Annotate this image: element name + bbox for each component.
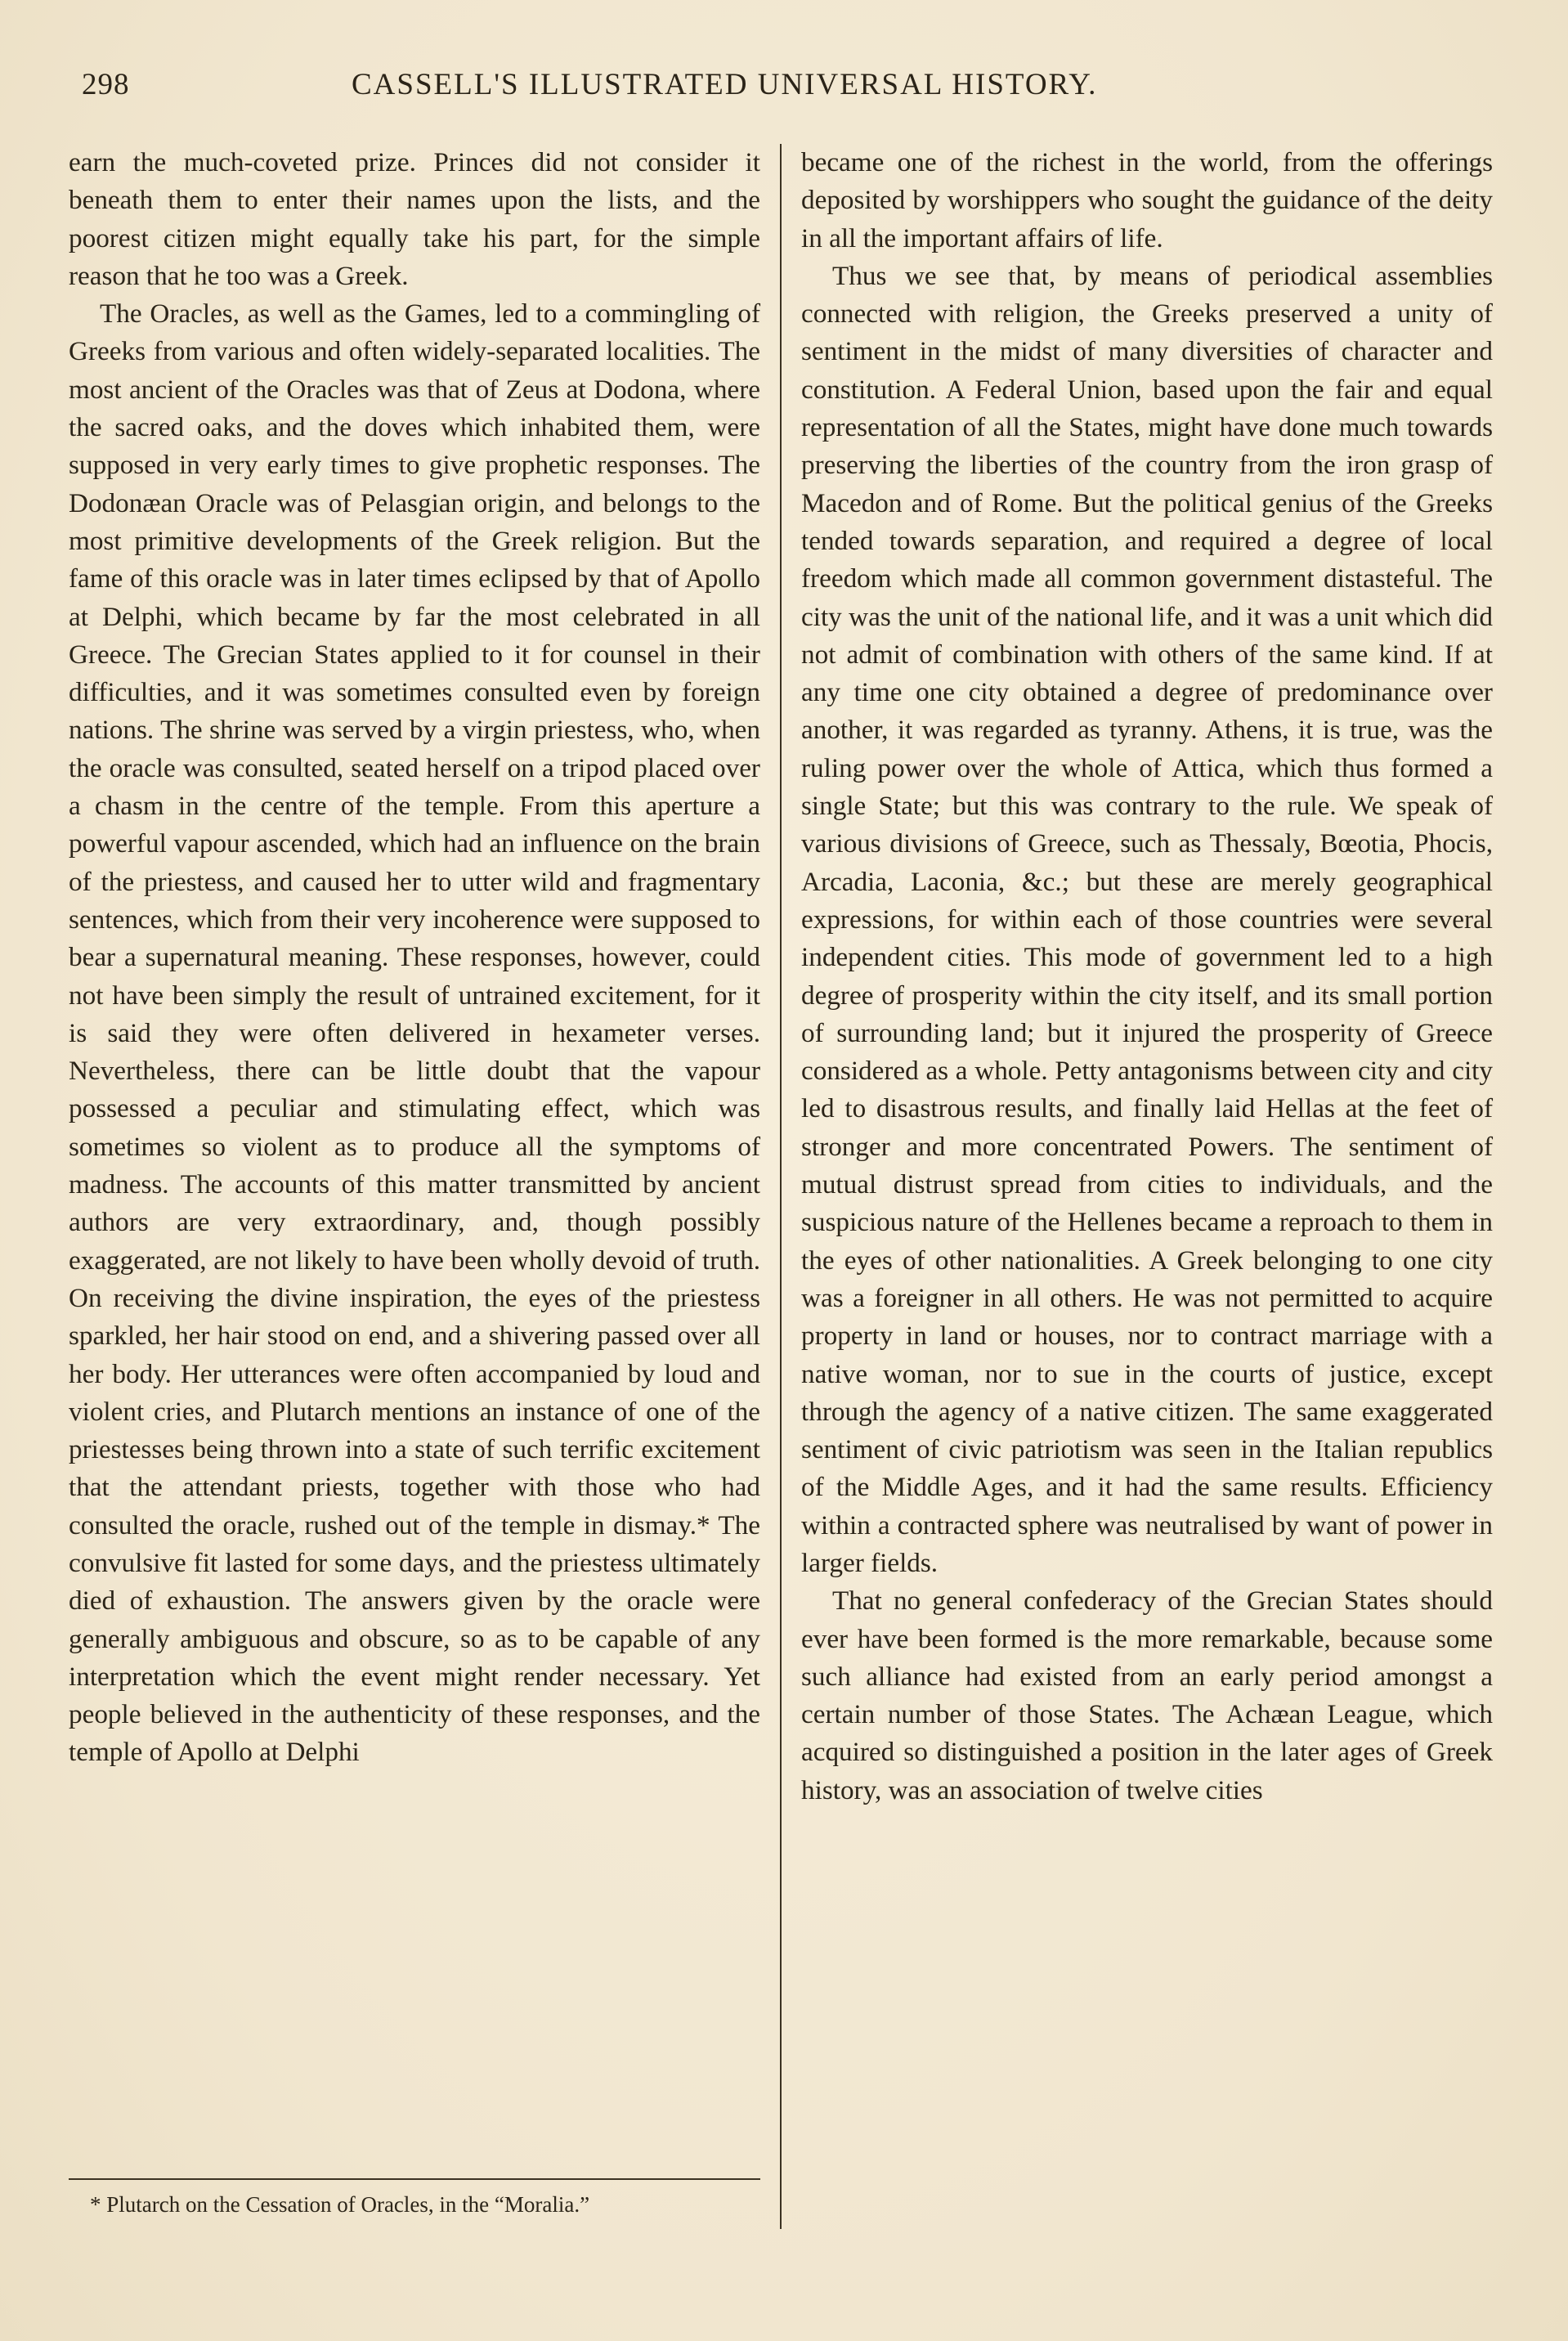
left-column <box>69 144 760 1772</box>
column-divider <box>780 144 782 2229</box>
page-header <box>82 67 1504 116</box>
right-column <box>801 144 1493 1810</box>
paragraph: Thus we see that, by means of periodical assemblies connected with religion, the Greeks preserved a unity of sentiment in the midst of many diversities of character and constitution. A Federal Union, based upon the fair and equal representation of all the States, might have done much towards preserving the liberties of the country from the iron grasp of Macedon and of Rome. But the political genius of the Greeks tended towards separation, and required a degree of local freedom which made all common government distasteful. The city was the unit of the national life, and it was a unit which did not admit of combination with others of the same kind. If at any time one city obtained a degree of predominance over another, it was regarded as tyranny. Athens, it is true, was the ruling power over the whole of Attica, which thus formed a single State; but this was contrary to the rule. We speak of various divisions of Greece, such as Thessaly, Bœotia, Phocis, Arcadia, Laconia, &c.; but these are merely geographical expressions, for within each of those countries were several independent cities. This mode of government led to a high degree of prosperity within the city itself, and its small portion of surrounding land; but it injured the prosperity of Greece considered as a whole. Petty antagonisms between city and city led to disastrous results, and finally laid Hellas at the feet of stronger and more concentrated Powers. The sentiment of mutual distrust spread from cities to individuals, and the suspicious nature of the Hellenes became a reproach to them in the eyes of other nationalities. A Greek belonging to one city was a foreigner in all others. He was not permitted to acquire property in land or houses, nor to contract marriage with a native woman, nor to sue in the courts of justice, except through the agency of a native citizen. The same exaggerated sentiment of civic patriotism was seen in the Italian republics of the Middle Ages, and it had the same results. Efficiency within a contracted sphere was neutralised by want of power in larger fields. <box>801 260 1493 1578</box>
footnote-divider <box>69 2178 760 2180</box>
footnote: * Plutarch on the Cessation of Oracles, in the “Moralia.” <box>90 2192 590 2217</box>
page-number: 298 <box>82 68 130 101</box>
paragraph: That no general confederacy of the Grecian States should ever have been formed is the more remarkable, because some such alliance had existed from an early period amongst a certain number of those States. The Achæan League, which acquired so distinguished a position in the later ages of Greek history, was an association of twelve cities <box>801 1585 1493 1805</box>
paragraph: The Oracles, as well as the Games, led to a commingling of Greeks from various and often widely-separated localities. The most ancient of the Oracles was that of Zeus at Dodona, where the sacred oaks, and the doves which inhabited them, were supposed in very early times to give prophetic responses. The Dodonæan Oracle was of Pelasgian origin, and belongs to the most primitive developments of the Greek religion. But the fame of this oracle was in later times eclipsed by that of Apollo at Delphi, which became by far the most celebrated in all Greece. The Grecian States applied to it for counsel in their difficulties, and it was sometimes consulted even by foreign nations. The shrine was served by a virgin priestess, who, when the oracle was consulted, seated herself on a tripod placed over a chasm in the centre of the temple. From this aperture a powerful vapour ascended, which had an influence on the brain of the priestess, and caused her to utter wild and fragmentary sentences, which from their very incoherence were supposed to bear a supernatural meaning. These responses, however, could not have been simply the result of untrained excitement, for it is said they were often delivered in hexameter verses. Nevertheless, there can be little doubt that the vapour possessed a peculiar and stimulating effect, which was sometimes so violent as to produce all the symptoms of madness. The accounts of this matter transmitted by ancient authors are very extraordinary, and, though possibly exaggerated, are not likely to have been wholly devoid of truth. On receiving the divine inspiration, the eyes of the priestess sparkled, her hair stood on end, and a shivering passed over all her body. Her utterances were often accompanied by loud and violent cries, and Plutarch mentions an instance of one of the priestesses being thrown into a state of such terrific excitement that the attendant priests, together with those who had consulted the oracle, rushed out of the temple in dismay.* The convulsive fit lasted for some days, and the priestess ultimately died of exhaustion. The answers given by the oracle were generally ambiguous and obscure, so as to be capable of any interpretation which the event might render necessary. Yet people believed in the authenticity of these responses, and the temple of Apollo at Delphi <box>69 298 760 1768</box>
running-title: CASSELL'S ILLUSTRATED UNIVERSAL HISTORY. <box>352 68 1098 101</box>
paragraph: earn the much-coveted prize. Princes did not consider it beneath them to enter their names upon the lists, and the poorest citizen might equally take his part, for the simple reason that he too was a Greek. <box>69 147 760 291</box>
paragraph: became one of the richest in the world, from the offerings deposited by worshippers who sought the guidance of the deity in all the important affairs of life. <box>801 147 1493 253</box>
